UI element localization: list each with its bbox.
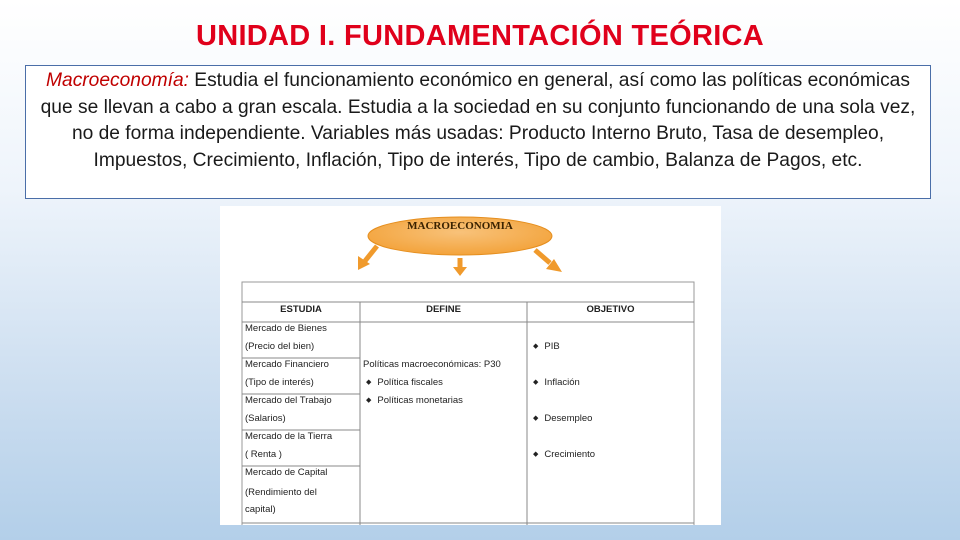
objetivo-item: ◆ Crecimiento — [533, 449, 596, 460]
header-define: DEFINE — [426, 304, 461, 315]
estudia-tierra-name: Mercado de la Tierra — [245, 431, 333, 442]
intro-text-box — [25, 65, 931, 199]
estudia-bienes-name: Mercado de Bienes — [245, 323, 327, 334]
macroeconomia-label: MACROECONOMIA — [407, 220, 513, 232]
estudia-capital-note2: capital) — [245, 504, 276, 515]
objetivo-item: ◆ PIB — [533, 341, 560, 352]
macroeconomia-figure — [220, 206, 721, 525]
define-heading: Políticas macroeconómicas: P30 — [363, 359, 501, 370]
header-objetivo: OBJETIVO — [586, 304, 635, 315]
bullet-icon: ◆ — [533, 379, 539, 386]
intro-term: Macroeconomía: — [46, 70, 189, 91]
arrow-left — [358, 246, 377, 270]
estudia-trabajo-note: (Salarios) — [245, 413, 286, 424]
define-item: ◆ Políticas monetarias — [366, 395, 463, 406]
arrow-down — [453, 258, 467, 276]
bullet-icon: ◆ — [366, 379, 372, 386]
intro-body: Estudia el funcionamiento económico en general, así como las políticas económicas que se llevan a cabo a gran escala. Estudia a la sociedad en su conjunto funcionando de una sola vez, no de forma independiente. Variables más usadas: Producto Interno Bruto, Tasa de desempleo, Impuestos, Crecimiento, Inflación, Tipo de interés, Tipo de cambio, Balanza de Pagos, etc. — [40, 70, 916, 171]
estudia-capital-name: Mercado de Capital — [245, 467, 328, 478]
bullet-icon: ◆ — [533, 451, 539, 458]
bullet-icon: ◆ — [533, 415, 539, 422]
header-estudia: ESTUDIA — [280, 304, 322, 315]
estudia-tierra-note: ( Renta ) — [245, 449, 282, 460]
bullet-icon: ◆ — [366, 397, 372, 404]
estudia-capital-note: (Rendimiento del — [245, 487, 317, 498]
objetivo-item: ◆ Desempleo — [533, 413, 593, 424]
estudia-trabajo-name: Mercado del Trabajo — [245, 395, 332, 406]
slide-title: UNIDAD I. FUNDAMENTACIÓN TEÓRICA — [195, 20, 765, 52]
estudia-financiero-note: (Tipo de interés) — [245, 377, 314, 388]
arrow-right — [535, 250, 562, 272]
estudia-bienes-note: (Precio del bien) — [245, 341, 315, 352]
objetivo-item: ◆ Inflación — [533, 377, 580, 388]
define-item: ◆ Política fiscales — [366, 377, 443, 388]
bullet-icon: ◆ — [533, 343, 539, 350]
estudia-financiero-name: Mercado Financiero — [245, 359, 329, 370]
